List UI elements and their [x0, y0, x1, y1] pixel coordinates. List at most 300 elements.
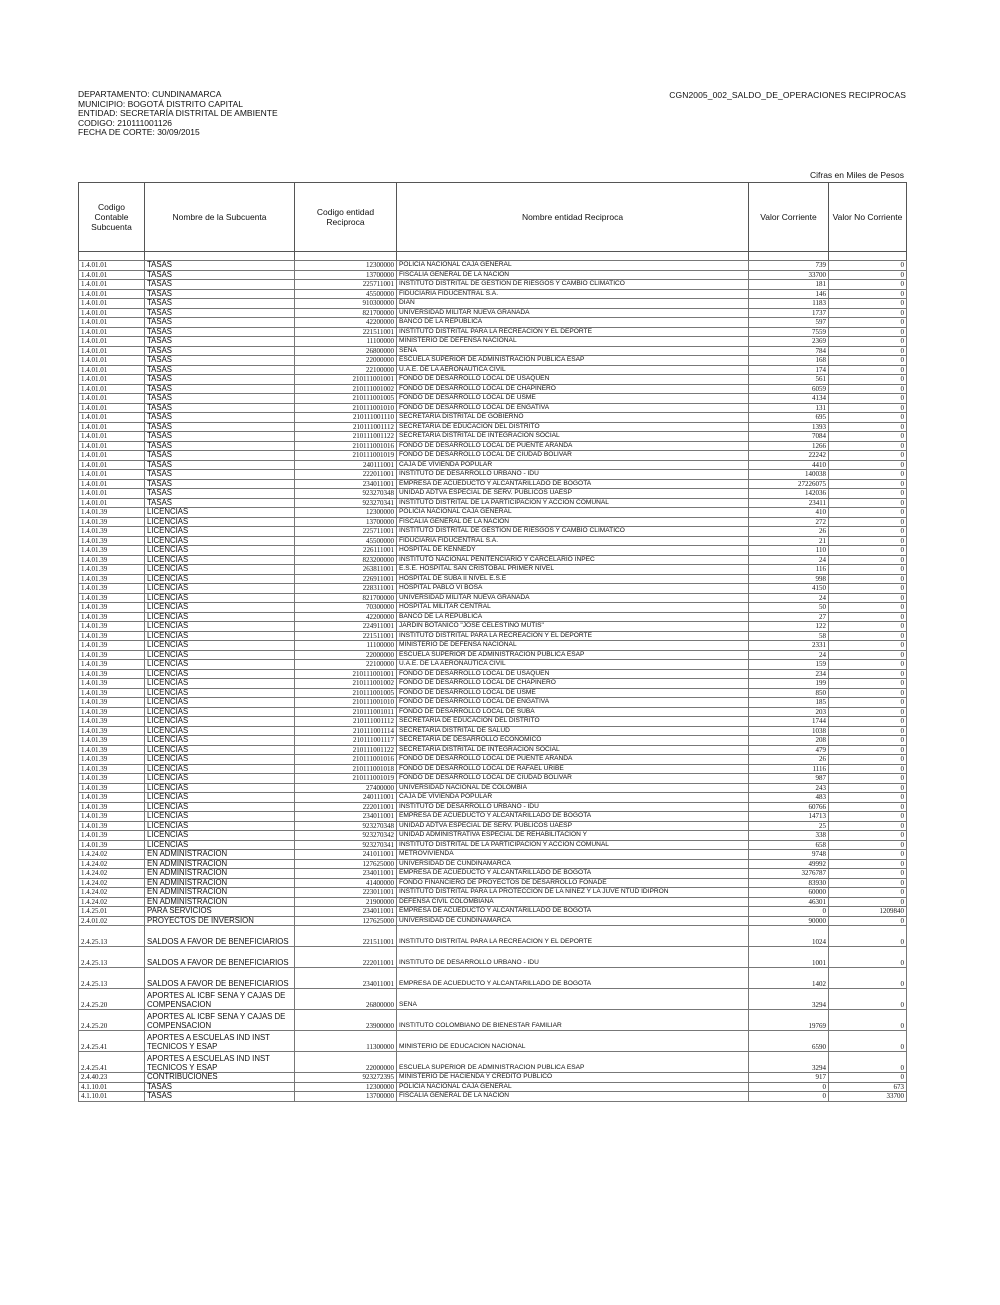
cell-codigo: 1.4.01.01: [79, 451, 145, 461]
cell-codigo: 1.4.24.02: [79, 888, 145, 898]
cell-entidad: 222011001: [295, 470, 397, 480]
cell-entidad: 127625000: [295, 859, 397, 869]
cell-codigo: 1.4.24.02: [79, 859, 145, 869]
table-row: [79, 688, 907, 698]
table-row: [79, 897, 907, 907]
cell-nombre: UNIVERSIDAD DE CUNDINAMARCA: [397, 859, 749, 869]
cell-entidad: 42200000: [295, 612, 397, 622]
cell-valor-corriente: 142036: [749, 489, 829, 499]
cell-nombre: EMPRESA DE ACUEDUCTO Y ALCANTARILLADO DE BOGOTA: [397, 907, 749, 917]
table-row: [79, 755, 907, 765]
report-sheet: [78, 89, 906, 1101]
cell-codigo: 1.4.01.39: [79, 584, 145, 594]
cell-valor-corriente: 483: [749, 793, 829, 803]
table-row: [79, 299, 907, 309]
cell-nombre: DIAN: [397, 299, 749, 309]
cell-entidad: 27400000: [295, 783, 397, 793]
table-row: [79, 327, 907, 337]
cell-codigo: 1.4.01.39: [79, 603, 145, 613]
cell-valor-corriente: 24: [749, 555, 829, 565]
cell-valor-no-corriente: 0: [829, 774, 907, 784]
cell-entidad: 234011001: [295, 812, 397, 822]
cell-entidad: 41400000: [295, 878, 397, 888]
cell-valor-no-corriente: 0: [829, 878, 907, 888]
cell-subcuenta: TASAS: [145, 422, 295, 432]
cell-valor-corriente: 987: [749, 774, 829, 784]
table-row: [79, 1031, 907, 1052]
col-header-codigo: Codigo Contable Subcuenta: [79, 183, 145, 252]
cell-entidad: 210111001112: [295, 422, 397, 432]
cell-subcuenta: LICENCIAS: [145, 831, 295, 841]
cell-valor-no-corriente: 0: [829, 821, 907, 831]
cell-valor-corriente: 479: [749, 745, 829, 755]
cell-nombre: INSTITUTO DISTRITAL PARA LA RECREACION Y EL DEPORTE: [397, 631, 749, 641]
cell-nombre: FONDO DE DESARROLLO LOCAL DE CHAPINERO: [397, 384, 749, 394]
cell-subcuenta: LICENCIAS: [145, 812, 295, 822]
table-row: [79, 280, 907, 290]
cell-subcuenta: EN ADMINISTRACION: [145, 859, 295, 869]
cell-valor-corriente: 199: [749, 679, 829, 689]
cell-subcuenta: EN ADMINISTRACION: [145, 897, 295, 907]
table-row: [79, 1073, 907, 1083]
cell-subcuenta: TASAS: [145, 479, 295, 489]
cell-valor-no-corriente: 0: [829, 375, 907, 385]
table-row: [79, 261, 907, 271]
cell-nombre: SECRETARIA DISTRITAL DE INTEGRACION SOCIAL: [397, 432, 749, 442]
table-row: [79, 517, 907, 527]
cell-subcuenta: TASAS: [145, 413, 295, 423]
table-row: [79, 783, 907, 793]
cell-nombre: POLICIA NACIONAL CAJA GENERAL: [397, 261, 749, 271]
cell-subcuenta: LICENCIAS: [145, 802, 295, 812]
cell-valor-corriente: 2331: [749, 641, 829, 651]
cell-valor-corriente: 6059: [749, 384, 829, 394]
cell-entidad: 225711001: [295, 527, 397, 537]
cell-nombre: MINISTERIO DE DEFENSA NACIONAL: [397, 337, 749, 347]
cell-subcuenta: EN ADMINISTRACION: [145, 878, 295, 888]
cell-codigo: 1.4.01.01: [79, 375, 145, 385]
cell-nombre: METROVIVIENDA: [397, 850, 749, 860]
cell-subcuenta: LICENCIAS: [145, 546, 295, 556]
cell-nombre: FONDO DE DESARROLLO LOCAL DE PUENTE ARANDA: [397, 755, 749, 765]
cell-codigo: 1.4.01.39: [79, 688, 145, 698]
cell-codigo: 1.4.01.39: [79, 546, 145, 556]
cell-entidad: 11300000: [295, 1031, 397, 1052]
cell-valor-corriente: 1393: [749, 422, 829, 432]
cell-entidad: 210111001011: [295, 707, 397, 717]
cell-valor-corriente: 27: [749, 612, 829, 622]
cell-nombre: SENA: [397, 989, 749, 1010]
cell-nombre: SECRETARIA DISTRITAL DE INTEGRACION SOCIAL: [397, 745, 749, 755]
cell-entidad: 210111001002: [295, 384, 397, 394]
cell-valor-corriente: 60766: [749, 802, 829, 812]
cell-valor-no-corriente: 0: [829, 346, 907, 356]
cell-codigo: 1.4.01.39: [79, 574, 145, 584]
cell-valor-corriente: 739: [749, 261, 829, 271]
cell-valor-no-corriente: 0: [829, 989, 907, 1010]
col-header-no-corriente: Valor No Corriente: [829, 183, 907, 252]
cell-valor-no-corriente: 0: [829, 968, 907, 989]
cell-valor-corriente: 1737: [749, 308, 829, 318]
cell-valor-no-corriente: 0: [829, 802, 907, 812]
cell-nombre: INSTITUTO DISTRITAL PARA LA RECREACION Y EL DEPORTE: [397, 926, 749, 947]
cell-codigo: 1.4.01.01: [79, 318, 145, 328]
cell-valor-corriente: 658: [749, 840, 829, 850]
table-row: [79, 660, 907, 670]
table-row: [79, 989, 907, 1010]
cell-valor-no-corriente: 0: [829, 888, 907, 898]
cell-codigo: 1.4.01.01: [79, 432, 145, 442]
cell-valor-corriente: 3294: [749, 1052, 829, 1073]
cell-nombre: HOSPITAL DE KENNEDY: [397, 546, 749, 556]
cell-codigo: 1.4.24.02: [79, 850, 145, 860]
cell-valor-corriente: 1038: [749, 726, 829, 736]
cell-codigo: 1.4.01.39: [79, 717, 145, 727]
cell-subcuenta: APORTES A ESCUELAS IND INST TECNICOS Y ESAP: [145, 1031, 295, 1052]
cell-valor-no-corriente: 0: [829, 413, 907, 423]
cell-valor-corriente: 90000: [749, 916, 829, 926]
cell-codigo: 1.4.01.39: [79, 593, 145, 603]
cell-valor-no-corriente: 0: [829, 565, 907, 575]
cell-valor-corriente: 27226075: [749, 479, 829, 489]
cell-valor-no-corriente: 0: [829, 612, 907, 622]
cell-codigo: 1.4.01.39: [79, 517, 145, 527]
table-row: [79, 308, 907, 318]
table-row: [79, 593, 907, 603]
cell-valor-no-corriente: 0: [829, 1031, 907, 1052]
cell-entidad: 240111001: [295, 460, 397, 470]
cell-valor-no-corriente: 0: [829, 460, 907, 470]
cell-valor-corriente: 4150: [749, 584, 829, 594]
cell-codigo: 1.4.01.01: [79, 403, 145, 413]
cell-nombre: INSTITUTO DE DESARROLLO URBANO - IDU: [397, 470, 749, 480]
cell-valor-no-corriente: 0: [829, 859, 907, 869]
cell-codigo: 1.4.01.39: [79, 508, 145, 518]
cell-nombre: FONDO DE DESARROLLO LOCAL DE PUENTE ARANDA: [397, 441, 749, 451]
cell-valor-corriente: 26: [749, 755, 829, 765]
cell-subcuenta: LICENCIAS: [145, 527, 295, 537]
cell-nombre: EMPRESA DE ACUEDUCTO Y ALCANTARILLADO DE BOGOTA: [397, 479, 749, 489]
cell-valor-corriente: 49992: [749, 859, 829, 869]
cell-entidad: 224911001: [295, 622, 397, 632]
cell-nombre: MINISTERIO DE HACIENDA Y CREDITO PUBLICO: [397, 1073, 749, 1083]
cell-subcuenta: LICENCIAS: [145, 774, 295, 784]
cell-subcuenta: APORTES A ESCUELAS IND INST TECNICOS Y ESAP: [145, 1052, 295, 1073]
table-row: [79, 1010, 907, 1031]
cell-valor-no-corriente: 0: [829, 555, 907, 565]
cell-subcuenta: LICENCIAS: [145, 717, 295, 727]
cell-subcuenta: TASAS: [145, 318, 295, 328]
table-row: [79, 574, 907, 584]
cell-entidad: 210111001001: [295, 375, 397, 385]
cell-codigo: 1.4.01.01: [79, 356, 145, 366]
cell-entidad: 821700000: [295, 308, 397, 318]
cell-codigo: 2.4.25.13: [79, 968, 145, 989]
cell-subcuenta: LICENCIAS: [145, 793, 295, 803]
cell-entidad: 22000000: [295, 650, 397, 660]
cell-nombre: SECRETARIA DE EDUCACION DEL DISTRITO: [397, 422, 749, 432]
cell-nombre: EMPRESA DE ACUEDUCTO Y ALCANTARILLADO DE BOGOTA: [397, 968, 749, 989]
cell-nombre: UNIDAD ADTVA ESPECIAL DE SERV. PUBLICOS UAESP: [397, 489, 749, 499]
table-row: [79, 631, 907, 641]
cell-subcuenta: TASAS: [145, 441, 295, 451]
cell-valor-no-corriente: 0: [829, 422, 907, 432]
cell-valor-no-corriente: 0: [829, 593, 907, 603]
table-row: [79, 745, 907, 755]
cell-codigo: 1.4.01.39: [79, 831, 145, 841]
cell-valor-no-corriente: 0: [829, 897, 907, 907]
cell-codigo: 1.4.01.39: [79, 821, 145, 831]
cell-valor-no-corriente: 0: [829, 498, 907, 508]
table-row: [79, 878, 907, 888]
cell-valor-corriente: 9748: [749, 850, 829, 860]
table-row: [79, 394, 907, 404]
cell-entidad: 210111001114: [295, 726, 397, 736]
cell-nombre: FONDO DE DESARROLLO LOCAL DE CIUDAD BOLIVAR: [397, 451, 749, 461]
cell-valor-corriente: 1024: [749, 926, 829, 947]
table-row: [79, 384, 907, 394]
cell-valor-no-corriente: 0: [829, 479, 907, 489]
cell-subcuenta: TASAS: [145, 308, 295, 318]
cell-valor-corriente: 561: [749, 375, 829, 385]
cell-subcuenta: LICENCIAS: [145, 707, 295, 717]
departamento-line: DEPARTAMENTO: CUNDINAMARCA: [78, 89, 222, 99]
cell-entidad: 234011001: [295, 479, 397, 489]
cell-codigo: 1.4.01.01: [79, 470, 145, 480]
cell-entidad: 223011001: [295, 888, 397, 898]
table-row: [79, 802, 907, 812]
cell-valor-no-corriente: 33700: [829, 1092, 907, 1102]
cell-codigo: 1.4.01.01: [79, 270, 145, 280]
units-note: Cifras en Miles de Pesos: [809, 170, 904, 180]
report-id: CGN2005_002_SALDO_DE_OPERACIONES RECIPROCAS: [669, 90, 906, 100]
table-body: [79, 252, 907, 1102]
table-row: [79, 584, 907, 594]
table-row: [79, 679, 907, 689]
cell-codigo: 2.4.01.02: [79, 916, 145, 926]
cell-valor-corriente: 33700: [749, 270, 829, 280]
cell-codigo: 2.4.25.20: [79, 989, 145, 1010]
cell-valor-no-corriente: 0: [829, 869, 907, 879]
table-row: [79, 603, 907, 613]
cell-codigo: 1.4.01.01: [79, 289, 145, 299]
cell-codigo: 2.4.40.23: [79, 1073, 145, 1083]
table-row: [79, 888, 907, 898]
cell-codigo: 1.4.01.01: [79, 365, 145, 375]
cell-valor-corriente: 597: [749, 318, 829, 328]
cell-valor-corriente: 208: [749, 736, 829, 746]
table-row: [79, 508, 907, 518]
cell-nombre: INSTITUTO DISTRITAL DE LA PARTICIPACION Y ACCION COMUNAL: [397, 498, 749, 508]
cell-entidad: 225711001: [295, 280, 397, 290]
cell-entidad: 910300000: [295, 299, 397, 309]
cell-codigo: 1.4.01.39: [79, 527, 145, 537]
municipio-line: MUNICIPIO: BOGOTÁ DISTRITO CAPITAL: [78, 98, 243, 109]
cell-codigo: 1.4.01.39: [79, 840, 145, 850]
cell-nombre: INSTITUTO DISTRITAL DE LA PARTICIPACION Y ACCION COMUNAL: [397, 840, 749, 850]
cell-subcuenta: LICENCIAS: [145, 593, 295, 603]
cell-nombre: INSTITUTO DISTRITAL PARA LA PROTECCION DE LA NIÑEZ Y LA JUVE NTUD IDIPRON: [397, 888, 749, 898]
cell-valor-corriente: 25: [749, 821, 829, 831]
cell-nombre: FONDO DE DESARROLLO LOCAL DE USAQUEN: [397, 375, 749, 385]
cell-codigo: 1.4.24.02: [79, 869, 145, 879]
cell-entidad: 12300000: [295, 508, 397, 518]
cell-nombre: HOSPITAL PABLO VI BOSA: [397, 584, 749, 594]
cell-entidad: 210111001016: [295, 441, 397, 451]
table-row: [79, 650, 907, 660]
cell-subcuenta: LICENCIAS: [145, 660, 295, 670]
cell-subcuenta: TASAS: [145, 384, 295, 394]
cell-codigo: 1.4.01.39: [79, 565, 145, 575]
cell-entidad: 13700000: [295, 270, 397, 280]
cell-codigo: 1.4.01.01: [79, 384, 145, 394]
cell-subcuenta: LICENCIAS: [145, 622, 295, 632]
cell-subcuenta: TASAS: [145, 356, 295, 366]
cell-subcuenta: TASAS: [145, 394, 295, 404]
cell-nombre: FISCALIA GENERAL DE LA NACION: [397, 1092, 749, 1102]
cell-nombre: FONDO DE DESARROLLO LOCAL DE CIUDAD BOLIVAR: [397, 774, 749, 784]
cell-valor-corriente: 3276787: [749, 869, 829, 879]
cell-codigo: 1.4.01.39: [79, 612, 145, 622]
cell-subcuenta: SALDOS A FAVOR DE BENEFICIARIOS: [145, 926, 295, 947]
cell-codigo: 1.4.01.39: [79, 793, 145, 803]
cell-nombre: HOSPITAL MILITAR CENTRAL: [397, 603, 749, 613]
cell-codigo: 1.4.01.01: [79, 346, 145, 356]
cell-valor-no-corriente: 0: [829, 679, 907, 689]
cell-codigo: 1.4.01.01: [79, 479, 145, 489]
cell-codigo: 1.4.01.01: [79, 394, 145, 404]
cell-subcuenta: LICENCIAS: [145, 565, 295, 575]
cell-codigo: 1.4.24.02: [79, 897, 145, 907]
cell-valor-no-corriente: 0: [829, 947, 907, 968]
cell-codigo: 1.4.01.01: [79, 460, 145, 470]
table-row: [79, 479, 907, 489]
cell-entidad: 23900000: [295, 1010, 397, 1031]
cell-valor-corriente: 410: [749, 508, 829, 518]
cell-subcuenta: LICENCIAS: [145, 821, 295, 831]
cell-subcuenta: TASAS: [145, 337, 295, 347]
cell-subcuenta: TASAS: [145, 289, 295, 299]
cell-subcuenta: LICENCIAS: [145, 698, 295, 708]
cell-valor-corriente: 1744: [749, 717, 829, 727]
cell-nombre: CAJA DE VIVIENDA POPULAR: [397, 793, 749, 803]
cell-nombre: POLICIA NACIONAL CAJA GENERAL: [397, 508, 749, 518]
cell-valor-corriente: 181: [749, 280, 829, 290]
cell-nombre: MINISTERIO DE DEFENSA NACIONAL: [397, 641, 749, 651]
cell-valor-no-corriente: 0: [829, 717, 907, 727]
cell-codigo: 1.4.01.39: [79, 669, 145, 679]
cell-subcuenta: LICENCIAS: [145, 650, 295, 660]
cell-valor-corriente: 24: [749, 593, 829, 603]
cell-valor-no-corriente: 0: [829, 432, 907, 442]
cell-subcuenta: LICENCIAS: [145, 536, 295, 546]
cell-entidad: 234011001: [295, 907, 397, 917]
cell-valor-corriente: 695: [749, 413, 829, 423]
cell-nombre: INSTITUTO DE DESARROLLO URBANO - IDU: [397, 802, 749, 812]
cell-entidad: 12300000: [295, 1082, 397, 1092]
cell-valor-corriente: 26: [749, 527, 829, 537]
cell-nombre: BANCO DE LA REPUBLICA: [397, 612, 749, 622]
table-row: [79, 365, 907, 375]
cell-subcuenta: TASAS: [145, 280, 295, 290]
cell-valor-no-corriente: 0: [829, 327, 907, 337]
cell-entidad: 21900000: [295, 897, 397, 907]
cell-subcuenta: LICENCIAS: [145, 612, 295, 622]
cell-entidad: 11100000: [295, 337, 397, 347]
cell-valor-no-corriente: 0: [829, 660, 907, 670]
cell-entidad: 221511001: [295, 327, 397, 337]
cell-valor-corriente: 22242: [749, 451, 829, 461]
cell-nombre: SECRETARIA DISTRITAL DE SALUD: [397, 726, 749, 736]
table-row: [79, 612, 907, 622]
table-row: [79, 707, 907, 717]
cell-valor-no-corriente: 0: [829, 1073, 907, 1083]
cell-valor-no-corriente: 0: [829, 850, 907, 860]
cell-entidad: 210111001010: [295, 403, 397, 413]
cell-subcuenta: TASAS: [145, 270, 295, 280]
cell-codigo: 1.4.01.01: [79, 413, 145, 423]
cell-valor-corriente: 7559: [749, 327, 829, 337]
cell-valor-no-corriente: 0: [829, 536, 907, 546]
cell-codigo: 1.4.01.39: [79, 726, 145, 736]
cell-entidad: 210111001010: [295, 698, 397, 708]
table-row: [79, 869, 907, 879]
cell-nombre: SENA: [397, 346, 749, 356]
cell-subcuenta: TASAS: [145, 375, 295, 385]
cell-codigo: 4.1.10.01: [79, 1092, 145, 1102]
cell-entidad: 22100000: [295, 660, 397, 670]
cell-valor-no-corriente: 0: [829, 926, 907, 947]
cell-valor-corriente: 140038: [749, 470, 829, 480]
cell-valor-corriente: 3294: [749, 989, 829, 1010]
cell-subcuenta: TASAS: [145, 327, 295, 337]
cell-entidad: 234011001: [295, 869, 397, 879]
cell-entidad: 241011001: [295, 850, 397, 860]
cell-entidad: 228311001: [295, 584, 397, 594]
cell-nombre: POLICIA NACIONAL CAJA GENERAL: [397, 1082, 749, 1092]
cell-valor-no-corriente: 0: [829, 669, 907, 679]
cell-nombre: INSTITUTO COLOMBIANO DE BIENESTAR FAMILIAR: [397, 1010, 749, 1031]
cell-subcuenta: TASAS: [145, 432, 295, 442]
table-row: [79, 831, 907, 841]
cell-valor-corriente: 338: [749, 831, 829, 841]
cell-subcuenta: LICENCIAS: [145, 631, 295, 641]
cell-valor-corriente: 58: [749, 631, 829, 641]
cell-entidad: 210111001018: [295, 764, 397, 774]
cell-valor-no-corriente: 0: [829, 745, 907, 755]
cell-subcuenta: LICENCIAS: [145, 783, 295, 793]
reciprocal-operations-table: [78, 182, 907, 1102]
cell-entidad: 70300000: [295, 603, 397, 613]
cell-codigo: 1.4.24.02: [79, 878, 145, 888]
table-row: [79, 850, 907, 860]
cell-valor-corriente: 60000: [749, 888, 829, 898]
cell-subcuenta: LICENCIAS: [145, 584, 295, 594]
cell-entidad: 45500000: [295, 536, 397, 546]
table-row: [79, 318, 907, 328]
cell-valor-corriente: 122: [749, 622, 829, 632]
table-row: [79, 726, 907, 736]
cell-entidad: 210111001016: [295, 755, 397, 765]
cell-codigo: 1.4.01.39: [79, 745, 145, 755]
cell-nombre: JARDIN BOTANICO "JOSE CELESTINO MUTIS": [397, 622, 749, 632]
cell-valor-corriente: 14713: [749, 812, 829, 822]
cell-codigo: 4.1.10.01: [79, 1082, 145, 1092]
cell-valor-no-corriente: 0: [829, 840, 907, 850]
cell-codigo: 2.4.25.41: [79, 1052, 145, 1073]
cell-codigo: 1.4.25.01: [79, 907, 145, 917]
cell-subcuenta: TASAS: [145, 489, 295, 499]
